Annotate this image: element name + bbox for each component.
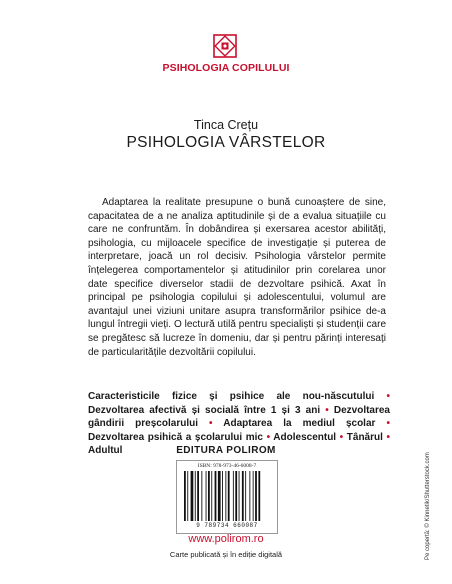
author-name: Tinca Crețu (193, 118, 259, 132)
book-title: PSIHOLOGIA VÂRSTELOR (126, 134, 326, 151)
contents-item: Dezvoltarea gândirii preșcolarului (88, 404, 390, 430)
publisher-website-link[interactable]: www.polirom.ro (188, 533, 264, 545)
barcode-icon (183, 471, 271, 521)
contents-item: Adultul (88, 445, 123, 457)
bullet-separator: • (336, 431, 347, 443)
contents-item: Caracteristicile fizice și psihice ale nou-născutului (88, 391, 375, 402)
bullet-separator: • (197, 418, 224, 430)
bullet-separator: • (374, 391, 390, 402)
cover-image-credit: Pe copertă: © Kinnetik/Shutterstock.com (425, 452, 431, 560)
contents-item: Dezvoltarea psihică a școlarului mic (88, 431, 263, 443)
series-name: PSIHOLOGIA COPILULUI (162, 62, 290, 74)
isbn-text: ISBN: 978-973-46-6008-7 (197, 463, 257, 469)
blurb-paragraph: Adaptarea la realitate presupune o bună cunoaștere de sine, capacitatea de a ne analiza aptitudinile și de a evalua situațiile cu care ne confruntăm. În dobândirea și exersarea acestor abilități, psihologia, cu mijloacele specifice de investigație și puterea de interpretare, joacă un rol decisiv. Psihologia vârstelor permite înțelegerea comportamentelor și atitudinilor prin corelarea unor date specifice diverselor stadii de dezvoltare psihică. Axat în principal pe psihologia copilului și adolescentului, volumul are avantajul unei viziuni unitare asupra transformărilor psihice de-a lungul întregii vieți. O lectură utilă pentru specialiști și studenții care se pregătesc să lucreze în domeniu, dar și pentru părinți interesați de particularitățile dezvoltării copilului. (88, 197, 386, 358)
bullet-separator: • (262, 431, 274, 443)
contents-item: Tânărul (346, 431, 383, 443)
bullet-separator: • (382, 431, 390, 443)
contents-item: Dezvoltarea afectivă și socială între 1 și 3 ani (88, 404, 321, 416)
contents-item: Adolescentul (273, 431, 337, 443)
polirom-square-logo-icon (213, 34, 237, 58)
back-cover-blurb (88, 196, 386, 359)
publisher-name: EDITURA POLIROM (176, 445, 276, 456)
digital-edition-note: Carte publicată și în ediție digitală (169, 550, 283, 559)
isbn-barcode (176, 460, 278, 534)
bullet-separator: • (320, 404, 334, 416)
barcode-digits: 9 789734 660087 (196, 522, 258, 529)
contents-item: Adaptarea la mediul școlar (223, 418, 376, 430)
bullet-separator: • (375, 418, 390, 430)
